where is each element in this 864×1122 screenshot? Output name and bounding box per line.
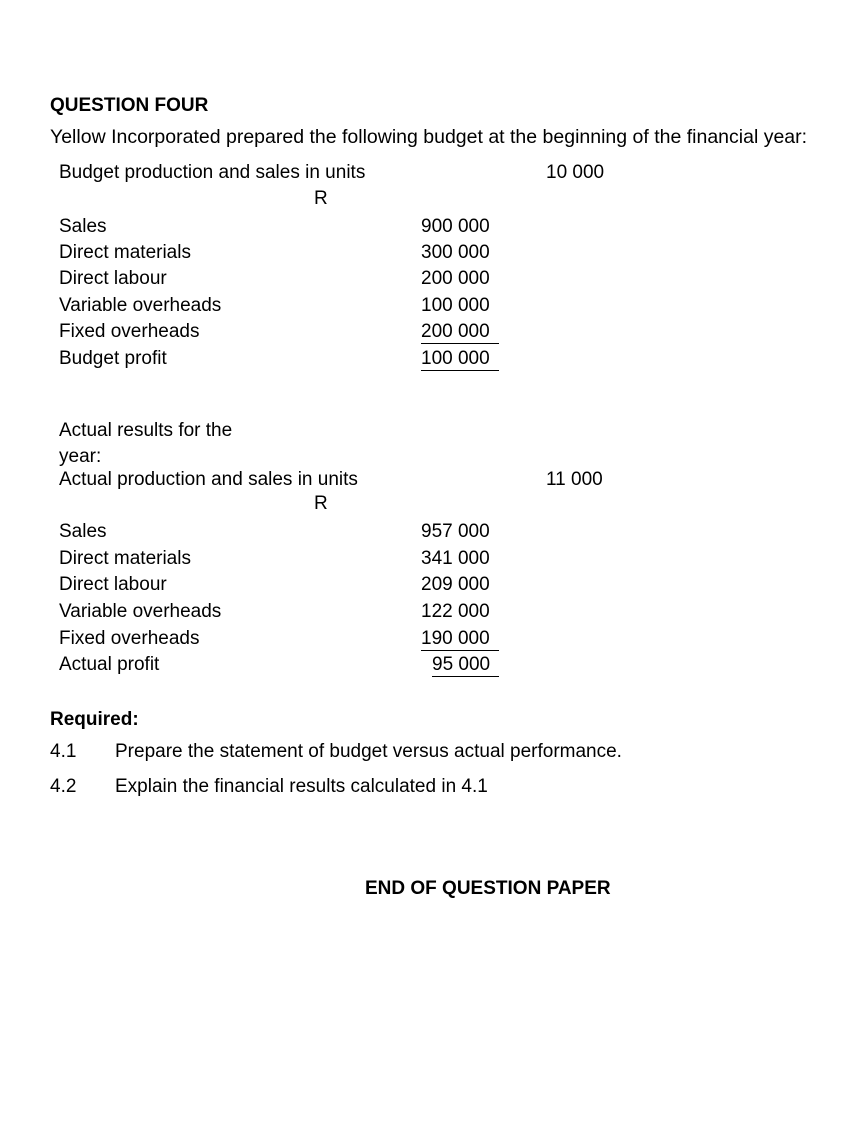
actual-units-value: 11 000 [546,469,603,490]
actual-row-value: 957 000 [421,521,490,542]
actual-row-label: Sales [59,521,107,542]
budget-currency-label: R [314,188,328,209]
budget-units-value: 10 000 [546,162,605,183]
budget-row-value: 300 000 [421,242,490,263]
required-item-number: 4.1 [50,741,77,762]
actual-row-label: Fixed overheads [59,628,200,649]
actual-units-label: Actual production and sales in units [59,469,358,490]
actual-row-label: Variable overheads [59,601,222,622]
budget-row-label: Sales [59,216,107,237]
question-heading: QUESTION FOUR [50,95,209,116]
budget-row-label: Direct materials [59,242,191,263]
actual-row-label: Direct labour [59,574,167,595]
actual-row-value: 122 000 [421,601,490,622]
budget-row-label: Variable overheads [59,295,222,316]
budget-row-value: 200 000 [421,268,490,289]
actual-heading-line1: Actual results for the [59,420,233,441]
actual-profit-value: 95 000 [432,655,499,677]
required-label: Required: [50,709,139,730]
actual-currency-label: R [314,493,328,514]
actual-row-label: Direct materials [59,548,191,569]
actual-row-value: 341 000 [421,548,490,569]
end-of-paper: END OF QUESTION PAPER [365,878,611,899]
actual-heading-line2: year: [59,446,102,467]
required-item-text: Explain the financial results calculated in 4.1 [115,776,488,797]
budget-row-label: Direct labour [59,268,167,289]
budget-row-value: 100 000 [421,295,490,316]
intro-text: Yellow Incorporated prepared the following budget at the beginning of the financial year: [50,126,808,148]
actual-row-value: 190 000 [421,629,499,651]
actual-row-value: 209 000 [421,574,490,595]
budget-row-value: 900 000 [421,216,490,237]
required-item-text: Prepare the statement of budget versus actual performance. [115,741,622,762]
budget-profit-value: 100 000 [421,349,499,371]
actual-profit-label: Actual profit [59,654,160,675]
budget-profit-label: Budget profit [59,348,167,369]
budget-row-label: Fixed overheads [59,321,200,342]
budget-units-label: Budget production and sales in units [59,162,366,183]
required-item-number: 4.2 [50,776,77,797]
budget-row-value: 200 000 [421,322,499,344]
